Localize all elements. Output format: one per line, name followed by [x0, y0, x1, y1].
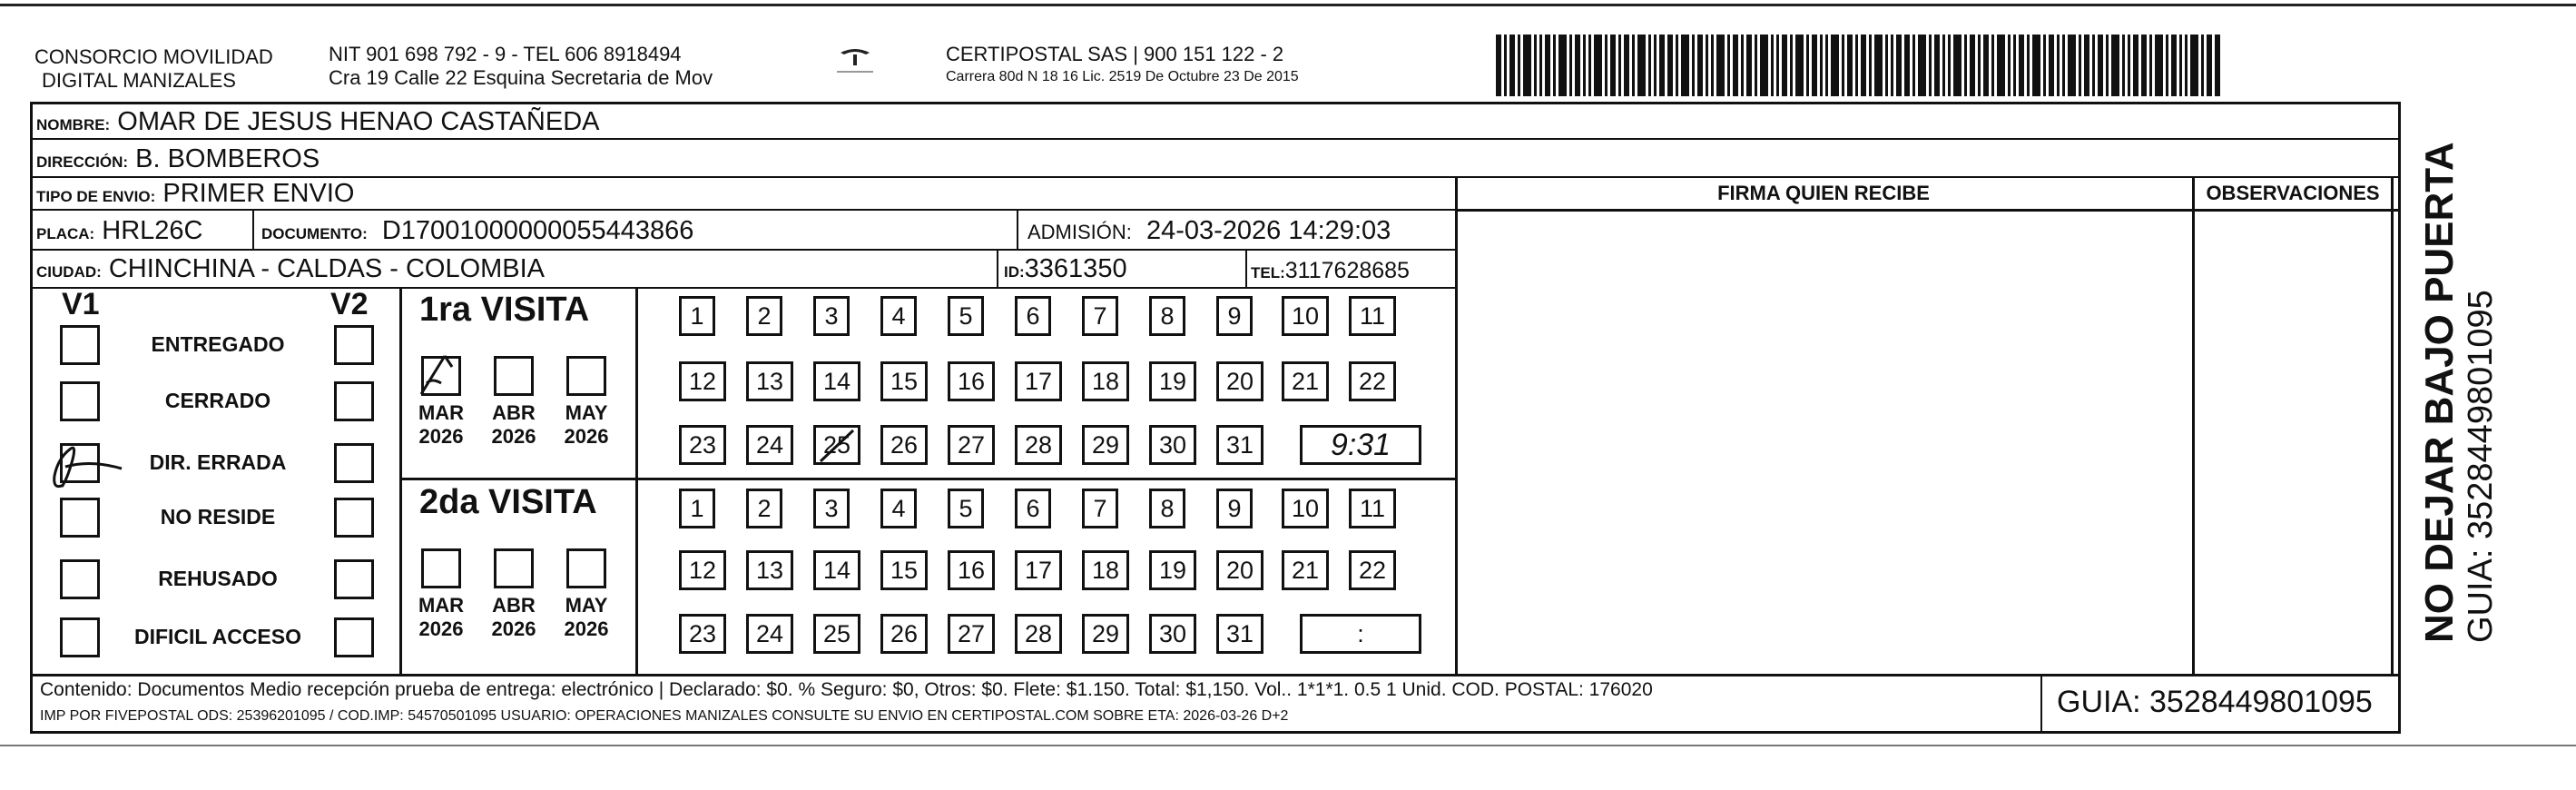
- v1-checkbox[interactable]: [60, 381, 100, 421]
- month-year: 2026: [418, 617, 464, 640]
- ciudad-label: CIUDAD:: [36, 263, 102, 281]
- day-box[interactable]: 3: [813, 489, 850, 528]
- month-name: MAR: [418, 401, 465, 424]
- placa-cell: [36, 214, 203, 251]
- side-warning: [2418, 142, 2500, 643]
- tipo-row: [36, 177, 354, 213]
- day-box[interactable]: 12: [679, 361, 726, 401]
- row-divider: [1455, 209, 2401, 212]
- day-box[interactable]: 29: [1082, 425, 1129, 465]
- month-label: [414, 594, 468, 641]
- month-checkbox[interactable]: [494, 356, 534, 396]
- day-box[interactable]: 2: [746, 489, 782, 528]
- carrier-info: CERTIPOSTAL SAS | 900 151 122 - 2 Carrera 80d N 18 16 Lic. 2519 De Octubre 23 De 2015: [946, 43, 1299, 84]
- month-name: MAY: [565, 401, 608, 424]
- day-box[interactable]: 22: [1349, 550, 1396, 590]
- observaciones-label: OBSERVACIONES: [2206, 182, 2380, 204]
- row-divider: [30, 176, 2401, 178]
- second-visit-time[interactable]: :: [1300, 614, 1421, 654]
- id-cell: [1004, 252, 1127, 289]
- v2-checkbox[interactable]: [334, 443, 374, 483]
- month-name: MAY: [565, 594, 608, 617]
- day-box[interactable]: 28: [1015, 614, 1062, 654]
- day-box[interactable]: 24: [746, 425, 793, 465]
- day-box[interactable]: 9: [1216, 489, 1253, 528]
- status-option-label: DIFICIL ACCESO: [133, 625, 301, 648]
- month-year: 2026: [564, 617, 609, 640]
- tipo-label: TIPO DE ENVIO:: [36, 188, 156, 205]
- v2-checkbox[interactable]: [334, 498, 374, 538]
- admision-divider: [1017, 209, 1018, 249]
- v2-checkbox[interactable]: [334, 325, 374, 365]
- day-box[interactable]: 25: [813, 425, 860, 465]
- admision-cell: [1027, 214, 1391, 249]
- day-box[interactable]: 26: [880, 425, 928, 465]
- day-box[interactable]: 3: [813, 296, 850, 336]
- admision-value: 24-03-2026 14:29:03: [1145, 216, 1391, 245]
- day-box[interactable]: 28: [1015, 425, 1062, 465]
- tel-cell: [1251, 254, 1410, 290]
- month-label: [559, 401, 614, 449]
- day-box[interactable]: 15: [880, 550, 928, 590]
- day-box[interactable]: 26: [880, 614, 928, 654]
- day-box[interactable]: 10: [1282, 296, 1329, 336]
- v1-checkbox[interactable]: [60, 325, 100, 365]
- month-name: ABR: [492, 401, 536, 424]
- v2-checkbox[interactable]: [334, 559, 374, 599]
- day-box[interactable]: 8: [1149, 296, 1185, 336]
- day-box[interactable]: 15: [880, 361, 928, 401]
- status-option-label: CERRADO: [164, 389, 271, 412]
- day-box[interactable]: 13: [746, 550, 793, 590]
- tipo-value: PRIMER ENVIO: [162, 179, 355, 208]
- second-visit-title: 2da VISITA: [419, 483, 597, 521]
- top-edge-line: [0, 4, 2576, 6]
- day-box[interactable]: 10: [1282, 489, 1329, 528]
- visit-divider: [399, 478, 1455, 480]
- day-box[interactable]: 22: [1349, 361, 1396, 401]
- side-guia: GUIA: 3528449801095: [2462, 290, 2500, 643]
- placa-value: HRL26C: [102, 216, 203, 245]
- footer-guia-divider: [2040, 674, 2042, 734]
- day-box[interactable]: 13: [746, 361, 793, 401]
- documento-cell: [261, 214, 693, 251]
- nombre-value: OMAR DE JESUS HENAO CASTAÑEDA: [117, 107, 600, 136]
- tel-label: TEL:: [1251, 264, 1285, 281]
- day-box[interactable]: 9: [1216, 296, 1253, 336]
- status-visit-divider: [399, 287, 402, 674]
- day-box[interactable]: 6: [1015, 489, 1051, 528]
- day-box[interactable]: 11: [1349, 489, 1396, 528]
- company-contact: NIT 901 698 792 - 9 - TEL 606 8918494 Cra 19 Calle 22 Esquina Secretaria de Mov: [329, 43, 713, 89]
- nombre-row: [36, 105, 600, 142]
- observaciones-right-border: [2391, 176, 2394, 674]
- month-name: MAR: [418, 594, 465, 617]
- status-option-label: DIR. ERRADA: [149, 450, 287, 474]
- day-box[interactable]: 2: [746, 296, 782, 336]
- month-label: [487, 594, 541, 641]
- day-box[interactable]: 1: [679, 296, 715, 336]
- status-option-label: NO RESIDE: [160, 505, 276, 528]
- direccion-row: [36, 143, 320, 179]
- firma-label: FIRMA QUIEN RECIBE: [1717, 182, 1930, 204]
- id-divider: [997, 249, 998, 287]
- day-box[interactable]: 4: [880, 489, 917, 528]
- footer-divider: [30, 674, 2401, 676]
- id-value: 3361350: [1024, 254, 1127, 283]
- observaciones-left-border: [2192, 176, 2195, 674]
- firma-left-border: [1455, 176, 1458, 674]
- month-label: [559, 594, 614, 641]
- handwritten-check-mar: [414, 347, 487, 401]
- month-year: 2026: [491, 617, 536, 640]
- month-checkbox[interactable]: [421, 548, 461, 588]
- month-label: [487, 401, 541, 449]
- day-box[interactable]: 17: [1015, 361, 1062, 401]
- day-box[interactable]: 21: [1282, 361, 1329, 401]
- footer-contents: Contenido: Documentos Medio recepción prueba de entrega: electrónico | Declarado: $0. % Seguro: $0, Otros: $0. Flete: $1.150. Total: $1,150. Vol.. 1*1*1. 0.5 1 Unid. COD. POSTAL: 176020: [40, 679, 1653, 700]
- bottom-edge-line: [0, 745, 2576, 746]
- first-visit-time[interactable]: 9:31: [1300, 425, 1421, 465]
- day-box[interactable]: 4: [880, 296, 917, 336]
- day-box[interactable]: 24: [746, 614, 793, 654]
- ciudad-cell: [36, 252, 545, 289]
- day-box[interactable]: 5: [948, 296, 984, 336]
- day-box[interactable]: 21: [1282, 550, 1329, 590]
- id-label: ID:: [1004, 263, 1025, 281]
- day-box[interactable]: 17: [1015, 550, 1062, 590]
- day-box[interactable]: 12: [679, 550, 726, 590]
- handwritten-slash-day-25: [815, 423, 860, 469]
- v2-checkbox[interactable]: [334, 617, 374, 657]
- day-box[interactable]: 18: [1082, 550, 1129, 590]
- placa-divider: [252, 209, 254, 249]
- direccion-value: B. BOMBEROS: [135, 144, 320, 173]
- day-box[interactable]: 14: [813, 550, 860, 590]
- documento-label: DOCUMENTO:: [261, 225, 368, 242]
- first-visit-title: 1ra VISITA: [419, 291, 590, 329]
- v1-checkbox[interactable]: [60, 559, 100, 599]
- side-warning-text: NO DEJAR BAJO PUERTA: [2417, 142, 2462, 643]
- month-name: ABR: [492, 594, 536, 617]
- v1-label: V1: [62, 287, 100, 321]
- months-days-divider: [635, 287, 638, 674]
- footer-print-info: IMP POR FIVEPOSTAL ODS: 25396201095 / COD.IMP: 54570501095 USUARIO: OPERACIONES MANIZALES CONSULTE SU ENVIO EN CERTIPOSTAL.COM SOBRE ETA: 2026-03-26 D+2: [40, 708, 1289, 724]
- month-checkbox[interactable]: [494, 548, 534, 588]
- day-box[interactable]: 11: [1349, 296, 1396, 336]
- month-label: [414, 401, 468, 449]
- month-year: 2026: [418, 425, 464, 448]
- nombre-label: NOMBRE:: [36, 116, 111, 133]
- day-box[interactable]: 16: [948, 550, 995, 590]
- barcode: [1496, 35, 2222, 96]
- day-box[interactable]: 6: [1015, 296, 1051, 336]
- status-option-label: ENTREGADO: [151, 332, 285, 356]
- handwritten-check-v1-dir-errada: [45, 439, 127, 494]
- ciudad-value: CHINCHINA - CALDAS - COLOMBIA: [108, 254, 546, 283]
- day-box[interactable]: 19: [1149, 550, 1196, 590]
- admision-label: ADMISIÓN:: [1027, 221, 1132, 243]
- company-name: CONSORCIO MOVILIDAD DIGITAL MANIZALES: [34, 45, 273, 92]
- day-box[interactable]: 8: [1149, 489, 1185, 528]
- day-box[interactable]: 23: [679, 614, 726, 654]
- day-box[interactable]: 5: [948, 489, 984, 528]
- v2-checkbox[interactable]: [334, 381, 374, 421]
- v1-checkbox[interactable]: [60, 617, 100, 657]
- day-box[interactable]: 14: [813, 361, 860, 401]
- day-box[interactable]: 7: [1082, 489, 1118, 528]
- v2-label: V2: [330, 287, 369, 321]
- day-box[interactable]: 30: [1149, 425, 1196, 465]
- day-box[interactable]: 29: [1082, 614, 1129, 654]
- day-box[interactable]: 20: [1216, 361, 1263, 401]
- day-box[interactable]: 16: [948, 361, 995, 401]
- tel-divider: [1245, 249, 1247, 287]
- documento-value: D17001000000055443866: [381, 216, 694, 245]
- row-divider: [30, 249, 1455, 251]
- day-box[interactable]: 25: [813, 614, 860, 654]
- day-box[interactable]: 18: [1082, 361, 1129, 401]
- month-year: 2026: [564, 425, 609, 448]
- day-box[interactable]: 27: [948, 614, 995, 654]
- day-box[interactable]: 30: [1149, 614, 1196, 654]
- placa-label: PLACA:: [36, 225, 95, 242]
- day-box[interactable]: 27: [948, 425, 995, 465]
- day-box[interactable]: 1: [679, 489, 715, 528]
- day-box[interactable]: 31: [1216, 614, 1263, 654]
- carrier-logo: [833, 42, 877, 78]
- footer-guia: GUIA: 3528449801095: [2057, 685, 2373, 719]
- month-checkbox[interactable]: [566, 356, 606, 396]
- day-box[interactable]: 23: [679, 425, 726, 465]
- day-box[interactable]: 20: [1216, 550, 1263, 590]
- tel-value: 3117628685: [1284, 258, 1410, 283]
- month-checkbox[interactable]: [566, 548, 606, 588]
- day-box[interactable]: 31: [1216, 425, 1263, 465]
- month-year: 2026: [491, 425, 536, 448]
- v1-checkbox[interactable]: [60, 498, 100, 538]
- direccion-label: DIRECCIÓN:: [36, 153, 129, 171]
- day-box[interactable]: 7: [1082, 296, 1118, 336]
- status-option-label: REHUSADO: [158, 567, 278, 590]
- day-box[interactable]: 19: [1149, 361, 1196, 401]
